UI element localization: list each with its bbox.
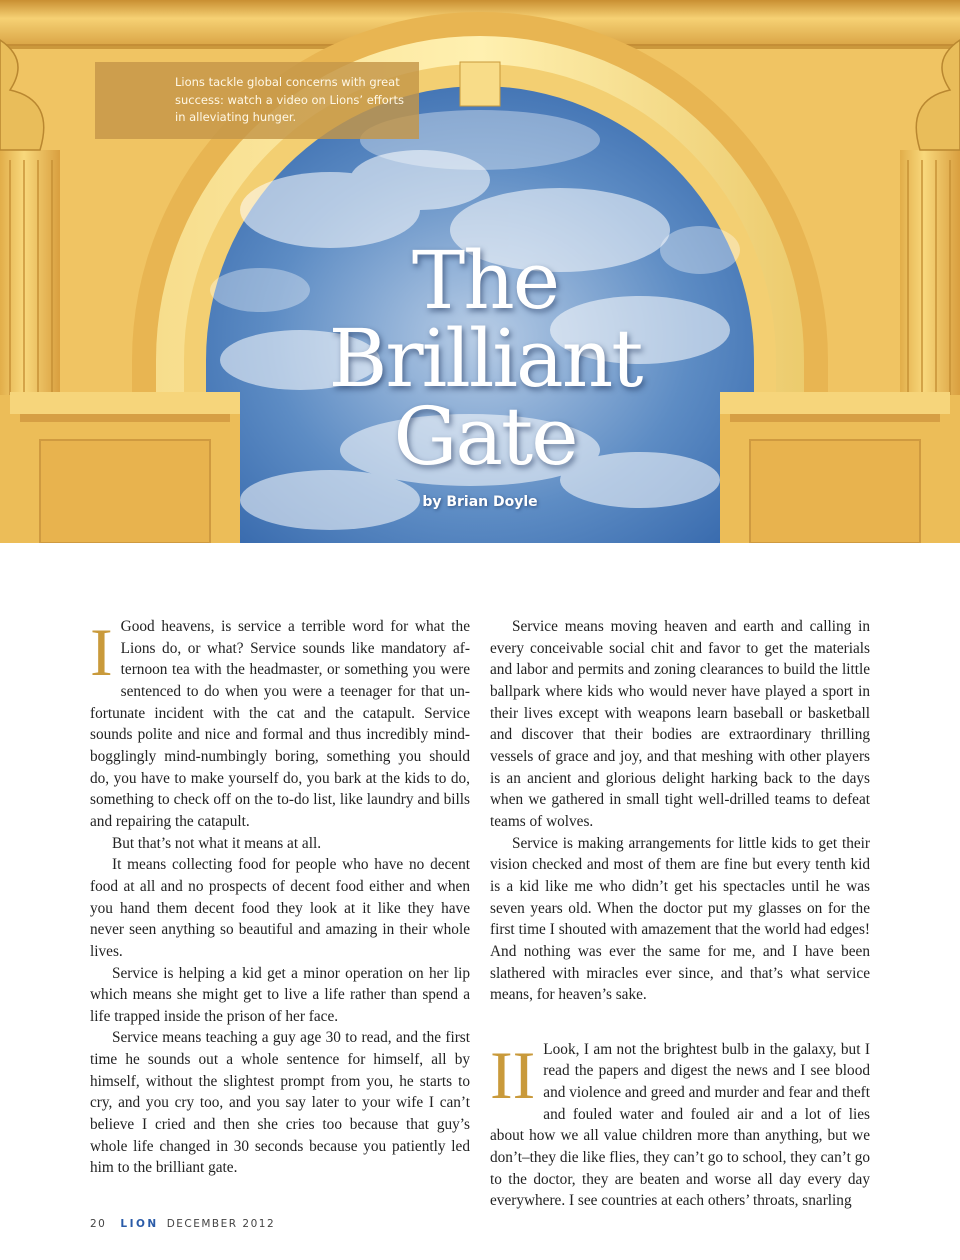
dropcap: I (90, 614, 113, 690)
hero-banner (0, 0, 960, 543)
video-caption[interactable]: Lions tackle global concerns with great success: watch a video on Lions’ efforts in alleviating hunger. (175, 75, 404, 124)
paragraph: Service means moving heaven and earth and calling in every conceivable social chit and favor to get the materials and labor and permits and zoning clearances to build the little ballpark where kids who would never have played a sport in their lives except with weapons learn baseball or basketball and discover that their bodies are extraordinary thrilling vessels of grace and joy, and that meshing with other players is an ancient and glorious delight harking back to the days when we gathered in small tight well-drilled teams to defeat teams of wolves. (490, 618, 870, 830)
paragraph: Service is making arrangements for little kids to get their vision checked and most of them are fine but every tenth kid is a kid like me who didn’t get his spectacles until he was seven years old. When the doctor put my glasses on for the first time I shouted with amazement that the world had edges! And nothing was ever the same for me, and I have been slathered with miracles ever since, and that’s what service means, for heaven’s sake. (490, 834, 870, 1004)
title-line-3: Gate (393, 390, 577, 483)
video-caption-box[interactable] (95, 62, 419, 139)
paragraph: Service is helping a kid get a minor operation on her lip which means she might get to live a life rather than spend a life trapped inside the prison of her face. (90, 964, 470, 1025)
title-line-2: Brilliant (328, 312, 642, 405)
paragraph: Service means teaching a guy age 30 to read, and the first time he sounds out a whole sentence for himself, all by himself, without the slightest prompt from you, he starts to cry, and you cry too, and you say later to your wife I can’t believe I cried and then she cries too because that guy’s whole life changed in 30 seconds because you patiently led him to the brilliant gate. (90, 1029, 470, 1177)
magazine-logo: LION (120, 1218, 159, 1230)
title-line-1: The (411, 234, 559, 327)
byline: by Brian Doyle (422, 494, 538, 510)
article-column-left (90, 616, 470, 1179)
dropcap: II (490, 1036, 536, 1113)
paragraph: But that’s not what it means at all. (112, 834, 322, 852)
article-title (300, 234, 670, 483)
section-2-paragraph: II Look, I am not the brightest bulb in the galaxy, but I read the papers and digest the news and I see blood and violence and greed and murder and fear and theft and fouled water and fouled air and a lot of lies about how we all value children more than anything, but we don’t–they die like flies, they can’t go to school, they can’t go to the doctor, they are beaten and worse all day every day everywhere. I see countries at each others’ throats, snarling (490, 1036, 870, 1210)
paragraph: I Good heavens, is service a terrible word for what the Lions do, or what? Service sounds like mandatory afternoon tea with the headmaster, or something you were sentenced to do when you were a teenager for that unfortunate incident with the cat and the catapult. Service sounds polite and nice and formal and thus incredibly mind-bogglingly mind-numbingly boring, something you should do, you have to make yourself do, you bark at the kids to do, something to check off on the to-do list, like laundry and bills and repairing the catapult. (90, 614, 470, 830)
page-footer (90, 1218, 275, 1230)
article-column-right (490, 616, 870, 1212)
issue-date: DECEMBER 2012 (166, 1218, 276, 1230)
paragraph: It means collecting food for people who have no decent food at all and no prospects of decent food either and when you hand them decent food they look at it like they have never seen anything so beautiful and amazing in their whole lives. (90, 856, 470, 960)
page-number: 20 (90, 1218, 107, 1230)
